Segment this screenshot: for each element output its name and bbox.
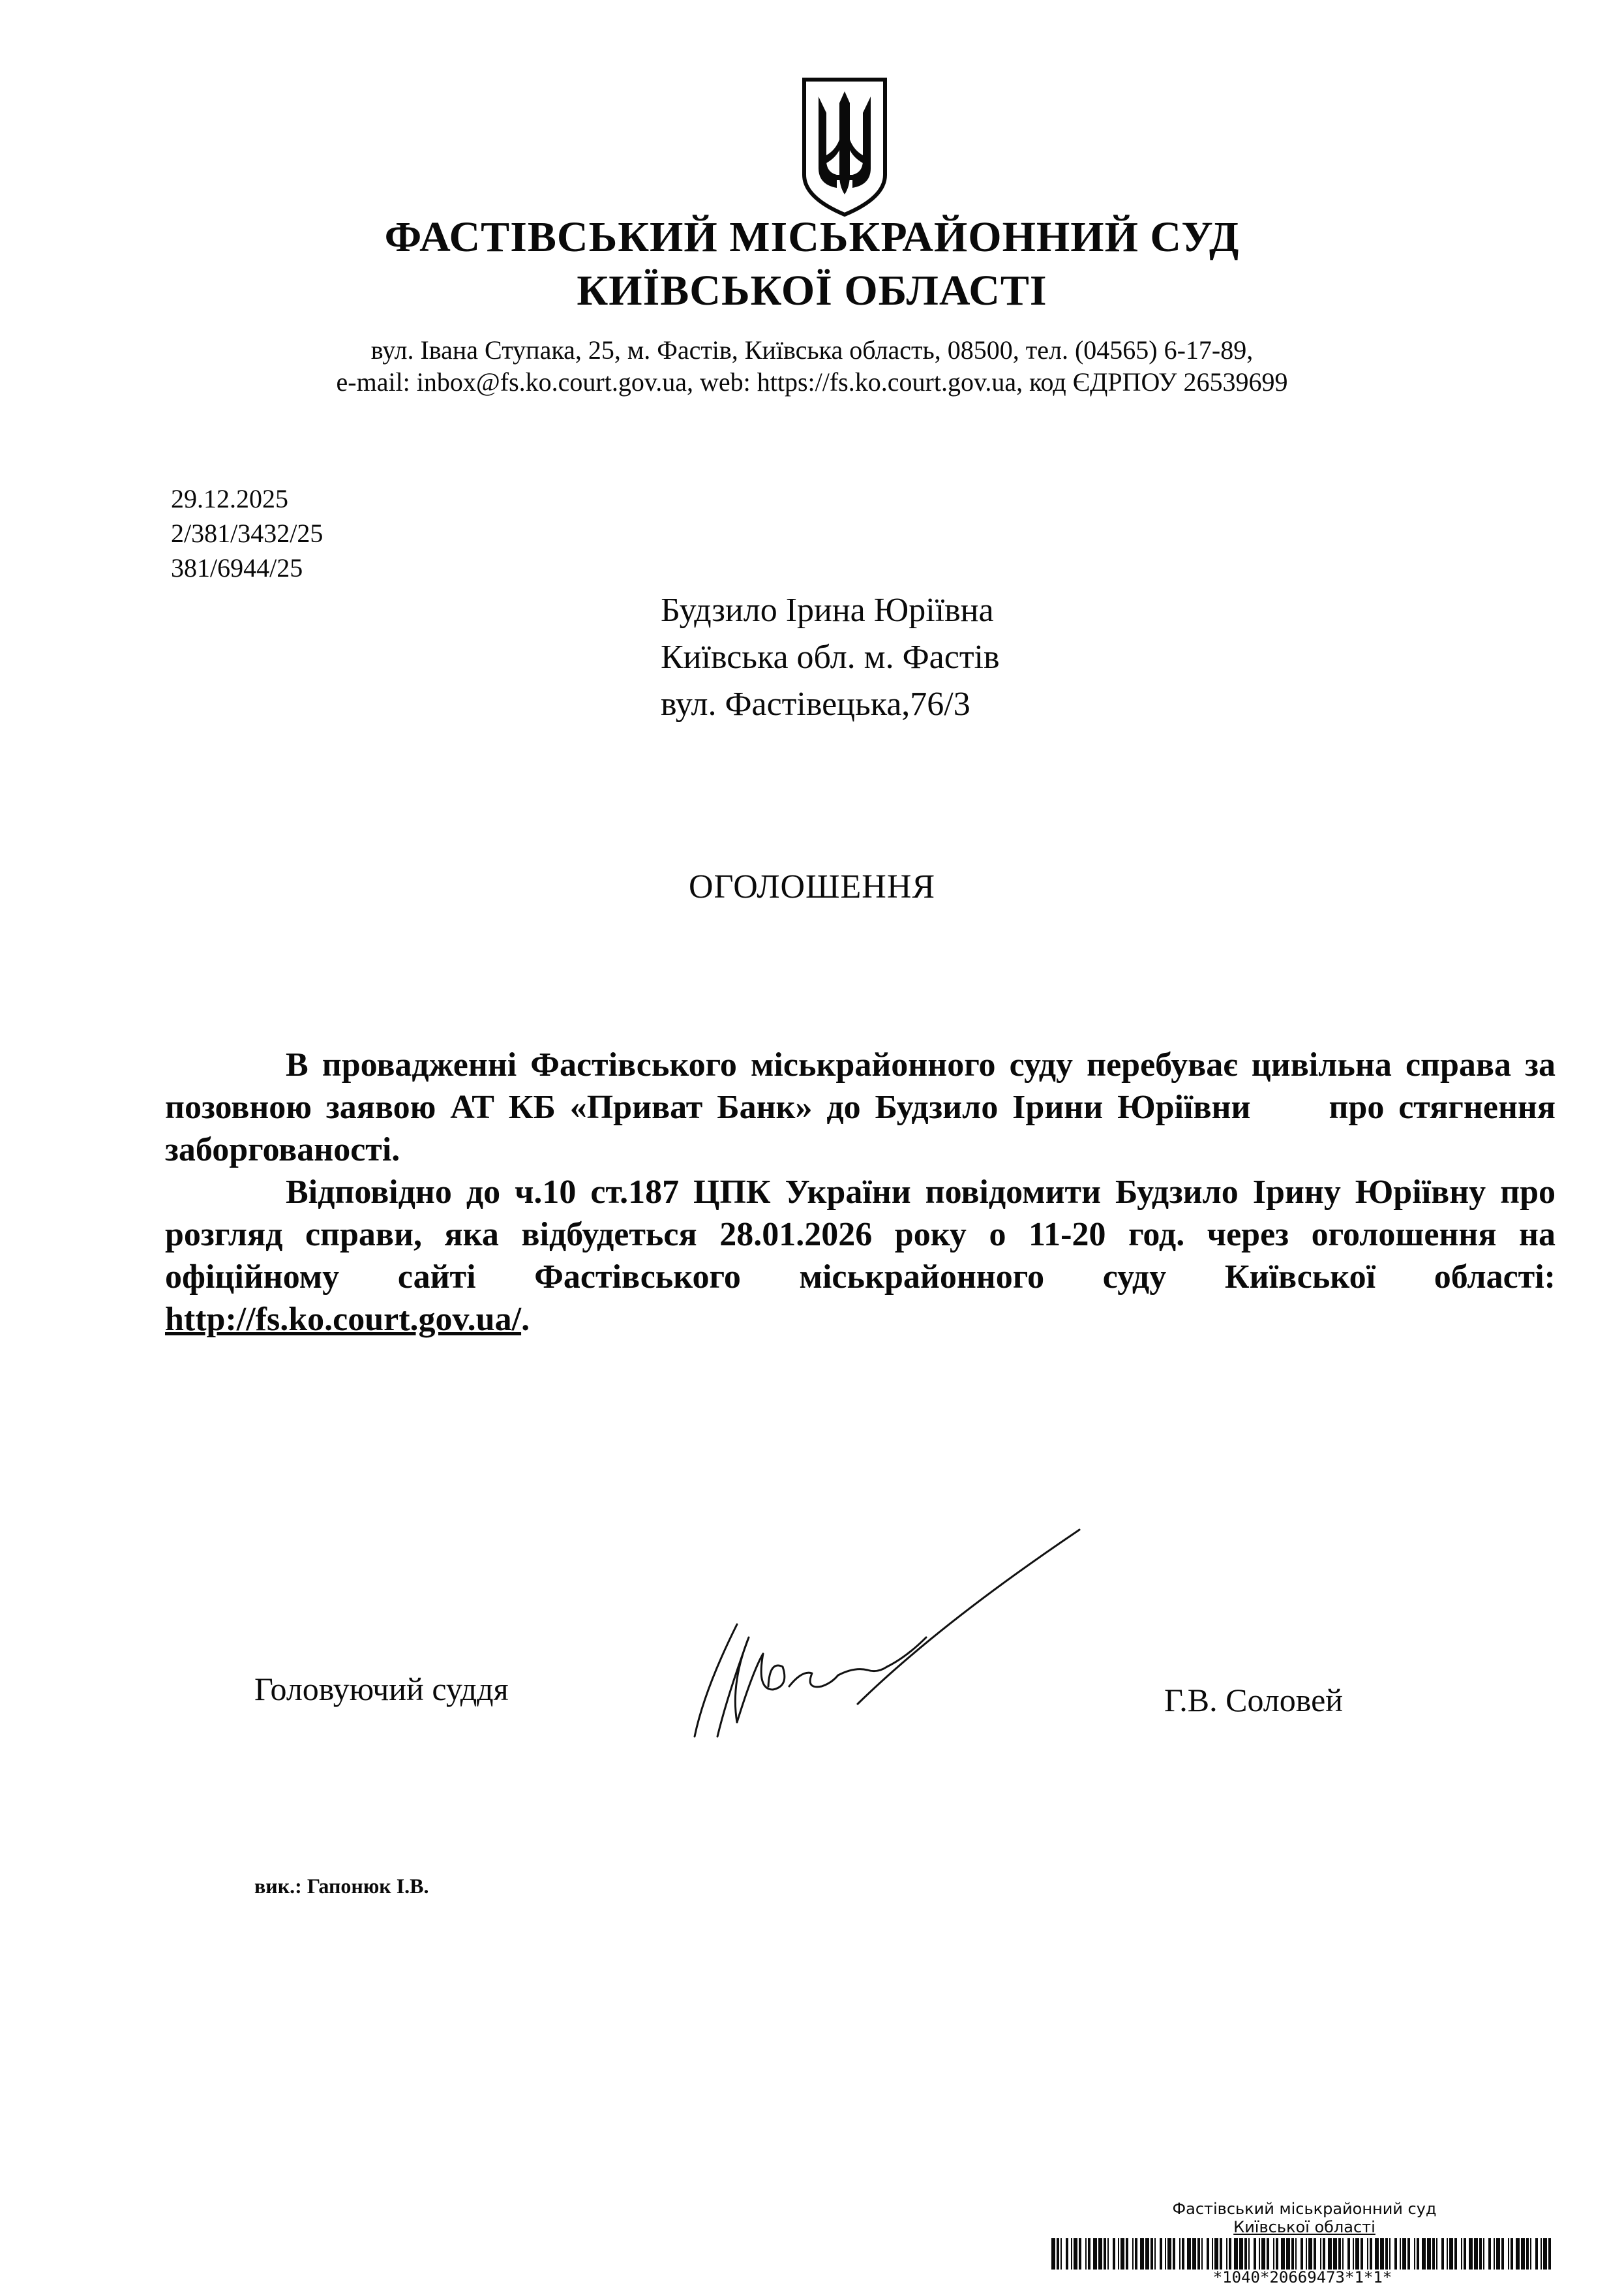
- court-address: вул. Івана Ступака, 25, м. Фастів, Київська область, 08500, тел. (04565) 6-17-89,: [370, 335, 1254, 365]
- stamp-court-name: Фастівський міськрайонний суд: [1172, 2200, 1437, 2218]
- paragraph-1: [165, 1044, 1556, 1171]
- barcode-image: [1051, 2238, 1554, 2270]
- court-name-line1: ФАСТІВСЬКИЙ МІСЬКРАЙОННИЙ СУД: [384, 213, 1240, 261]
- paragraph-1-text: В провадженні Фастівського міськрайонного суду перебуває цивільна справа за позовною заявою АТ КБ «Приват Банк» до Будзило Ірини Юріївни: [165, 1046, 1556, 1126]
- signatory-role: Головуючий суддя: [254, 1671, 509, 1707]
- case-number: 2/381/3432/25: [171, 519, 323, 548]
- announcement-body: [165, 1044, 1556, 1341]
- document-date: 29.12.2025: [171, 484, 288, 513]
- court-contacts: e-mail: inbox@fs.ko.court.gov.ua, web: https://fs.ko.court.gov.ua, код ЄДРПОУ 26539699: [336, 367, 1288, 397]
- addressee-city: Київська обл. м. Фастів: [661, 639, 1000, 676]
- paragraph-1-end: про стягнення заборгованості.: [165, 1089, 1556, 1168]
- outgoing-number: 381/6944/25: [171, 553, 303, 583]
- paragraph-2-text: Відповідно до ч.10 ст.187 ЦПК України повідомити Будзило Ірину Юріївну про розгляд справи, яка відбудеться 28.01.2026 року о 11-20 год. через оголошення на офіційному сайті Фастівського міськрайонного суду Київської області:: [165, 1174, 1556, 1296]
- judge-signature: [691, 1526, 1083, 1742]
- stamp-court-region: Київської області: [1233, 2218, 1376, 2236]
- addressee-name: Будзило Ірина Юріївна: [661, 592, 994, 629]
- paragraph-2: [165, 1171, 1556, 1341]
- signatory-name: Г.В. Соловей: [1164, 1682, 1344, 1718]
- addressee-street: вул. Фастівецька,76/3: [661, 686, 970, 723]
- court-name-line2: КИЇВСЬКОЇ ОБЛАСТІ: [577, 267, 1047, 314]
- barcode-number: *1040*20669473*1*1*: [1212, 2268, 1392, 2286]
- court-website-link[interactable]: http://fs.ko.court.gov.ua/: [165, 1301, 522, 1338]
- paragraph-2-end: .: [521, 1301, 530, 1338]
- coat-of-arms-icon: [799, 77, 890, 217]
- executor-note: вик.: Гапонюк І.В.: [254, 1874, 429, 1898]
- document-title: ОГОЛОШЕННЯ: [688, 868, 936, 905]
